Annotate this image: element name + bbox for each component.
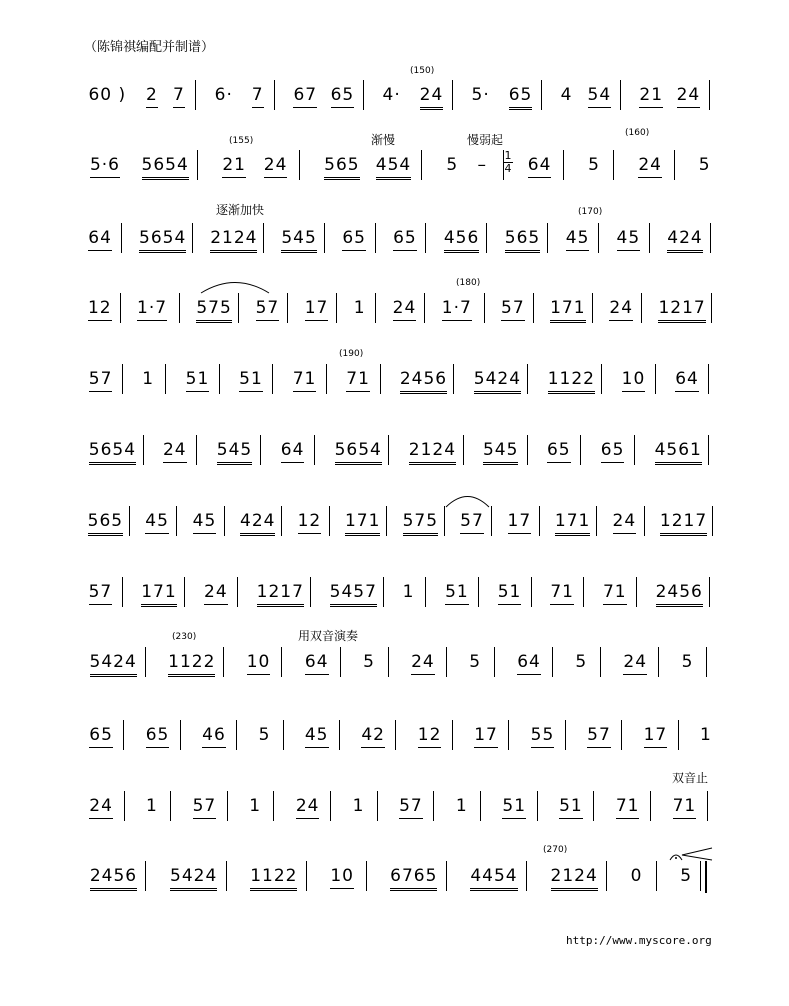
barline [363, 80, 364, 110]
note-group: 1122 [250, 866, 297, 891]
note-group: 5 [363, 652, 375, 672]
barline [273, 791, 274, 821]
performance-direction: 渐慢 [371, 133, 396, 147]
note-group: 5424 [90, 652, 137, 677]
barline [377, 791, 378, 821]
note-group: 65 [331, 85, 355, 108]
note-group: 12 [88, 298, 112, 321]
arranger-credit: （陈锦祺编配并制谱） [84, 40, 215, 55]
note-group: 21 [639, 85, 663, 108]
measure-number: (270) [543, 845, 568, 855]
note-group: 5654 [89, 440, 136, 465]
barline [655, 364, 656, 394]
barline [533, 293, 534, 323]
barline [527, 435, 528, 465]
barline [260, 435, 261, 465]
barline [636, 577, 637, 607]
performance-direction: 双音止 [672, 771, 709, 785]
barline [197, 150, 198, 180]
barline [180, 720, 181, 750]
score-line [0, 652, 789, 712]
time-signature-top: 1 [504, 149, 512, 162]
note-group: 0 [630, 866, 643, 886]
barline [314, 435, 315, 465]
note-group: 57 [399, 796, 423, 819]
barline [446, 647, 447, 677]
score-line [0, 511, 789, 571]
note-group: 5· [471, 85, 490, 105]
note-group: 5 [588, 155, 600, 175]
note-group: 10 [247, 652, 271, 675]
barline [446, 861, 447, 891]
barline [601, 364, 602, 394]
note-group: 2456 [90, 866, 137, 891]
barline [129, 506, 130, 536]
note-group: 1217 [658, 298, 705, 323]
barline [310, 577, 311, 607]
note-group: 71 [603, 582, 627, 605]
barline [122, 364, 123, 394]
barline [644, 506, 645, 536]
score-line [0, 155, 789, 215]
barline [674, 150, 675, 180]
score-line [0, 228, 789, 288]
note-group: 1 [402, 582, 415, 602]
note-group: 24 [89, 796, 113, 819]
barline [192, 223, 193, 253]
note-group: 5424 [474, 369, 521, 394]
barline [531, 577, 532, 607]
score-line [0, 866, 789, 926]
barline [596, 506, 597, 536]
note-group: 171 [550, 298, 585, 323]
barline [219, 364, 220, 394]
note-group: 5 [575, 652, 588, 672]
note-group: 10 [622, 369, 646, 392]
barline [706, 647, 707, 677]
barline [375, 293, 376, 323]
barline [433, 791, 434, 821]
barline [712, 506, 713, 536]
note-group: 4561 [655, 440, 702, 465]
barline [425, 223, 426, 253]
note-group: 71 [550, 582, 574, 605]
note-group: 171 [555, 511, 590, 536]
barline [620, 80, 621, 110]
barline [593, 791, 594, 821]
barline [223, 647, 224, 677]
score-line [0, 298, 789, 358]
note-group: 4454 [470, 866, 517, 891]
note-group: 2 [146, 85, 158, 108]
performance-direction: 慢弱起 [467, 133, 504, 147]
barline [272, 364, 273, 394]
note-group: 24 [204, 582, 228, 605]
barline [563, 150, 564, 180]
note-group: 17 [474, 725, 498, 748]
note-group: 65 [601, 440, 625, 463]
note-group: 5 [698, 155, 711, 175]
note-group: 2124 [210, 228, 257, 253]
note-group: 45 [145, 511, 169, 534]
barline [526, 861, 527, 891]
slur-arc [200, 280, 270, 294]
note-group: 57 [501, 298, 525, 321]
note-group: 1217 [660, 511, 707, 536]
barline [263, 223, 264, 253]
note-group: 1122 [168, 652, 215, 677]
barline [606, 861, 607, 891]
barline [143, 435, 144, 465]
measure-number: (230) [172, 632, 197, 642]
barline [452, 80, 453, 110]
note-group: 24 [420, 85, 444, 110]
barline [287, 293, 288, 323]
note-group: 5654 [142, 155, 189, 180]
barline [463, 435, 464, 465]
barline [196, 435, 197, 465]
barline [552, 647, 553, 677]
note-group: 5 [258, 725, 271, 745]
note-group: 1 [352, 796, 365, 816]
note-group: 454 [376, 155, 411, 180]
barline [709, 577, 710, 607]
time-signature [503, 150, 513, 175]
note-group: 51 [445, 582, 469, 605]
barline [650, 791, 651, 821]
barline [478, 577, 479, 607]
note-group: 57 [587, 725, 611, 748]
note-group: 5 [469, 652, 482, 672]
note-group: 1122 [548, 369, 595, 394]
barline [395, 720, 396, 750]
barline [425, 577, 426, 607]
note-group: 4 [560, 85, 573, 105]
barline [600, 647, 601, 677]
note-group: 12 [418, 725, 442, 748]
note-group: 424 [240, 511, 275, 536]
barline [299, 150, 300, 180]
barline [656, 861, 657, 891]
barline [580, 435, 581, 465]
barline [388, 647, 389, 677]
note-group: 57 [89, 582, 113, 605]
barline [123, 720, 124, 750]
barline [388, 435, 389, 465]
barline [527, 364, 528, 394]
note-group: 456 [444, 228, 479, 253]
note-group: 65 [547, 440, 571, 463]
final-barline-thin [700, 861, 701, 891]
barline [330, 791, 331, 821]
barline [424, 293, 425, 323]
note-group: 6765 [390, 866, 437, 891]
fermata-hairpin-icon [668, 846, 714, 864]
note-group: 1 [142, 369, 155, 389]
note-group: 5·6 [90, 155, 120, 178]
note-group: 65 [393, 228, 417, 251]
note-group: 575 [196, 298, 231, 323]
note-group: 24 [613, 511, 637, 534]
barline [184, 577, 185, 607]
note-group: 51 [502, 796, 526, 819]
barline [480, 791, 481, 821]
note-group: 64 [528, 155, 552, 178]
slur-arc [445, 494, 490, 508]
barline [306, 861, 307, 891]
note-group: 1 [249, 796, 262, 816]
barline [541, 80, 542, 110]
barline [491, 506, 492, 536]
barline [340, 647, 341, 677]
note-group: 565 [88, 511, 123, 536]
barline [565, 720, 566, 750]
note-group: 51 [498, 582, 522, 605]
barline [710, 223, 711, 253]
barline [386, 506, 387, 536]
note-group: 5654 [139, 228, 186, 253]
note-group: 65 [89, 725, 113, 748]
barline [421, 150, 422, 180]
note-group: 1 [353, 298, 366, 318]
note-group: 6· [214, 85, 233, 105]
measure-number: (190) [339, 349, 364, 359]
note-group: 57 [89, 369, 113, 392]
note-group: 57 [460, 511, 484, 534]
note-group: 64 [88, 228, 112, 251]
note-group: 54 [588, 85, 612, 108]
barline [326, 364, 327, 394]
barline [226, 861, 227, 891]
note-group: 65 [342, 228, 366, 251]
barline [621, 720, 622, 750]
final-barline [705, 861, 707, 893]
note-group: 5654 [335, 440, 382, 465]
note-group: 565 [324, 155, 359, 180]
barline [227, 791, 228, 821]
note-group: 1 [700, 725, 712, 745]
barline [179, 293, 180, 323]
barline [281, 506, 282, 536]
barline [121, 223, 122, 253]
measure-number: (150) [410, 66, 435, 76]
barline [283, 720, 284, 750]
note-group: 4· [382, 85, 401, 105]
barline [537, 791, 538, 821]
note-group: 51 [239, 369, 263, 392]
barline [634, 435, 635, 465]
barline [274, 80, 275, 110]
barline [165, 364, 166, 394]
measure-number: (160) [625, 128, 650, 138]
barline [145, 861, 146, 891]
note-group: 45 [617, 228, 641, 251]
note-group: 21 [222, 155, 246, 178]
note-group: 45 [193, 511, 217, 534]
note-group: 5 [681, 652, 694, 672]
measure-number: (180) [456, 278, 481, 288]
score-line [0, 369, 789, 429]
barline [613, 150, 614, 180]
note-group: 1·7 [137, 298, 167, 321]
barline [336, 293, 337, 323]
note-group: 545 [217, 440, 252, 465]
barline [641, 293, 642, 323]
note-group: 545 [483, 440, 518, 465]
note-group: 24 [411, 652, 435, 675]
note-group: 64 [675, 369, 699, 392]
barline [708, 435, 709, 465]
note-group: 2456 [656, 582, 703, 607]
barline [539, 506, 540, 536]
note-group: 64 [281, 440, 305, 463]
barline [237, 577, 238, 607]
time-signature-bottom: 4 [504, 162, 512, 175]
note-group: 65 [146, 725, 170, 748]
note-group: 171 [141, 582, 176, 607]
note-group: 51 [186, 369, 210, 392]
note-group: 24 [163, 440, 187, 463]
note-group: 45 [305, 725, 329, 748]
barline [375, 223, 376, 253]
barline [329, 506, 330, 536]
barline [678, 720, 679, 750]
note-group: 64 [305, 652, 329, 675]
note-group: 1 [146, 796, 158, 816]
note-group: 565 [505, 228, 540, 253]
note-group: 57 [256, 298, 280, 321]
barline [124, 791, 125, 821]
barline [707, 791, 708, 821]
note-group: 424 [667, 228, 702, 253]
note-group: 24 [393, 298, 417, 321]
note-group: 67 [293, 85, 317, 108]
barline [339, 720, 340, 750]
note-group: 2124 [409, 440, 456, 465]
barline [583, 577, 584, 607]
note-group: 17 [644, 725, 668, 748]
note-group: 12 [298, 511, 322, 534]
note-group: 51 [559, 796, 583, 819]
barline [224, 506, 225, 536]
barline [711, 293, 712, 323]
note-group: 2456 [400, 369, 447, 394]
note-group: 2124 [551, 866, 598, 891]
source-url[interactable]: http://www.myscore.org [566, 934, 712, 947]
barline [176, 506, 177, 536]
barline [380, 364, 381, 394]
barline [452, 720, 453, 750]
score-line [0, 440, 789, 500]
barline [195, 80, 196, 110]
note-group: 71 [616, 796, 640, 819]
score-line [0, 725, 789, 785]
note-group: 1 [455, 796, 468, 816]
note-group: 55 [531, 725, 555, 748]
note-group: 24 [264, 155, 288, 178]
barline [508, 720, 509, 750]
note-group: 545 [281, 228, 316, 253]
measure-number: (170) [578, 207, 603, 217]
barline [484, 293, 485, 323]
note-group: 17 [305, 298, 329, 321]
note-group: 5 [446, 155, 459, 175]
note-group: 1·7 [442, 298, 472, 321]
note-group: 24 [296, 796, 320, 819]
note-group: 1217 [257, 582, 304, 607]
note-group: 5 [680, 866, 693, 886]
note-group: 575 [403, 511, 438, 536]
performance-direction: 用双音演奏 [298, 629, 359, 643]
barline [486, 223, 487, 253]
note-group: 71 [346, 369, 370, 392]
note-group: 57 [193, 796, 217, 819]
barline [494, 647, 495, 677]
score-line [0, 582, 789, 642]
measure-number: (155) [229, 136, 254, 146]
barline [366, 861, 367, 891]
note-group: 71 [293, 369, 317, 392]
barline [120, 293, 121, 323]
barline [444, 506, 445, 536]
note-group: 10 [330, 866, 354, 889]
note-group: 71 [673, 796, 697, 819]
note-group: – [477, 155, 488, 175]
barline [281, 647, 282, 677]
barline [453, 364, 454, 394]
note-group: 24 [623, 652, 647, 675]
note-group: 24 [609, 298, 633, 321]
note-group: 7 [252, 85, 264, 108]
barline [547, 223, 548, 253]
note-group: 7 [173, 85, 185, 108]
barline [145, 647, 146, 677]
note-group: 5457 [330, 582, 377, 607]
barline [236, 720, 237, 750]
barline [649, 223, 650, 253]
note-group: 24 [677, 85, 701, 108]
barline [383, 577, 384, 607]
note-group: 5424 [170, 866, 217, 891]
performance-direction: 逐渐加快 [216, 203, 265, 217]
note-group: 171 [345, 511, 380, 536]
note-group: 42 [361, 725, 385, 748]
note-group: 60 ) [88, 85, 127, 105]
note-group: 65 [509, 85, 533, 110]
barline [709, 80, 710, 110]
barline [170, 791, 171, 821]
note-group: 64 [517, 652, 541, 675]
note-group: 24 [638, 155, 662, 178]
barline [658, 647, 659, 677]
note-group: 45 [566, 228, 590, 251]
barline [122, 577, 123, 607]
note-group: 17 [508, 511, 532, 534]
barline [324, 223, 325, 253]
barline [238, 293, 239, 323]
note-group: 46 [202, 725, 226, 748]
barline [708, 364, 709, 394]
barline [598, 223, 599, 253]
barline [592, 293, 593, 323]
